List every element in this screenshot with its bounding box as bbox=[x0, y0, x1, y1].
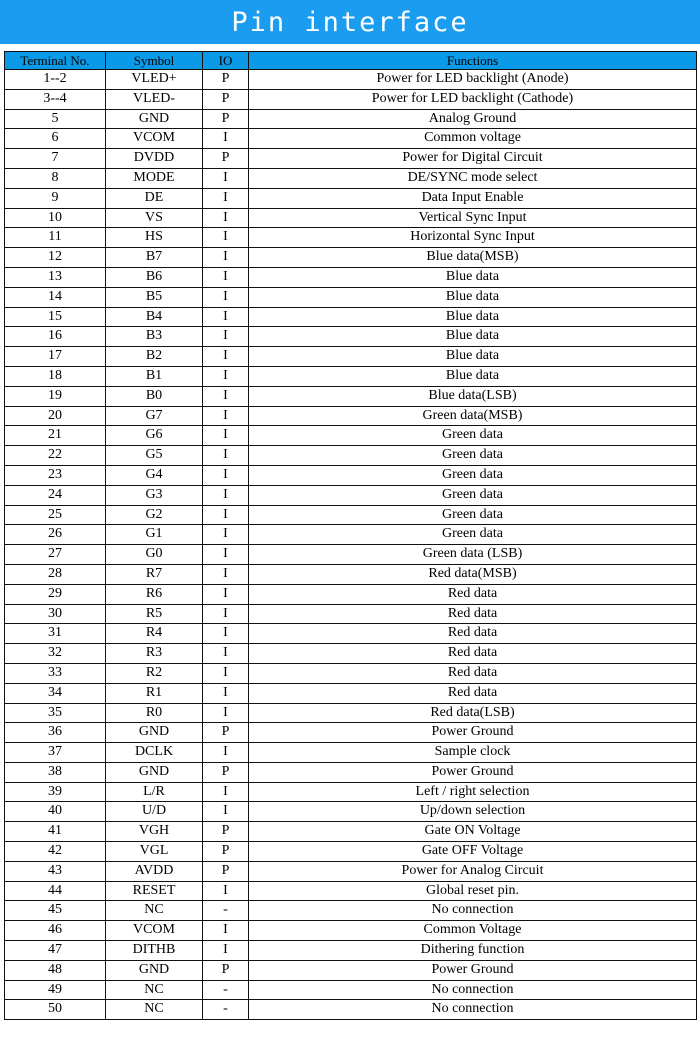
symbol-cell: HS bbox=[106, 228, 203, 248]
table-row bbox=[5, 446, 697, 466]
io-cell: - bbox=[203, 1000, 249, 1020]
io-cell: I bbox=[203, 366, 249, 386]
terminal-no-cell: 47 bbox=[5, 941, 106, 961]
table-row bbox=[5, 545, 697, 565]
symbol-cell: DE bbox=[106, 188, 203, 208]
function-cell: No connection bbox=[249, 1000, 697, 1020]
function-cell: Green data bbox=[249, 446, 697, 466]
function-cell: Blue data bbox=[249, 366, 697, 386]
symbol-cell: VGH bbox=[106, 822, 203, 842]
symbol-cell: B5 bbox=[106, 287, 203, 307]
io-cell: P bbox=[203, 762, 249, 782]
function-cell: Sample clock bbox=[249, 743, 697, 763]
symbol-cell: NC bbox=[106, 901, 203, 921]
function-cell: Blue data bbox=[249, 267, 697, 287]
terminal-no-cell: 42 bbox=[5, 842, 106, 862]
table-row bbox=[5, 366, 697, 386]
symbol-cell: R1 bbox=[106, 683, 203, 703]
function-cell: Red data bbox=[249, 644, 697, 664]
function-cell: Blue data bbox=[249, 327, 697, 347]
symbol-cell: VLED- bbox=[106, 89, 203, 109]
io-cell: I bbox=[203, 129, 249, 149]
terminal-no-cell: 25 bbox=[5, 505, 106, 525]
table-row bbox=[5, 663, 697, 683]
function-cell: Green data bbox=[249, 426, 697, 446]
table-row bbox=[5, 1000, 697, 1020]
io-cell: I bbox=[203, 406, 249, 426]
terminal-no-cell: 37 bbox=[5, 743, 106, 763]
terminal-no-cell: 28 bbox=[5, 564, 106, 584]
table-row bbox=[5, 505, 697, 525]
function-cell: Common Voltage bbox=[249, 921, 697, 941]
symbol-cell: GND bbox=[106, 723, 203, 743]
function-cell: Left / right selection bbox=[249, 782, 697, 802]
function-cell: Blue data bbox=[249, 347, 697, 367]
io-cell: I bbox=[203, 485, 249, 505]
function-cell: Blue data(LSB) bbox=[249, 386, 697, 406]
terminal-no-cell: 10 bbox=[5, 208, 106, 228]
function-cell: Data Input Enable bbox=[249, 188, 697, 208]
table-row bbox=[5, 426, 697, 446]
terminal-no-cell: 5 bbox=[5, 109, 106, 129]
pin-table bbox=[4, 51, 697, 1020]
terminal-no-cell: 40 bbox=[5, 802, 106, 822]
header-terminal-no: Terminal No. bbox=[5, 52, 106, 70]
symbol-cell: VS bbox=[106, 208, 203, 228]
function-cell: Green data bbox=[249, 465, 697, 485]
io-cell: I bbox=[203, 347, 249, 367]
table-row bbox=[5, 307, 697, 327]
io-cell: I bbox=[203, 624, 249, 644]
function-cell: Green data bbox=[249, 505, 697, 525]
terminal-no-cell: 22 bbox=[5, 446, 106, 466]
table-row bbox=[5, 89, 697, 109]
io-cell: - bbox=[203, 980, 249, 1000]
terminal-no-cell: 26 bbox=[5, 525, 106, 545]
function-cell: Power for Digital Circuit bbox=[249, 149, 697, 169]
table-row bbox=[5, 129, 697, 149]
terminal-no-cell: 48 bbox=[5, 960, 106, 980]
symbol-cell: VCOM bbox=[106, 129, 203, 149]
table-row bbox=[5, 960, 697, 980]
io-cell: I bbox=[203, 644, 249, 664]
function-cell: No connection bbox=[249, 980, 697, 1000]
io-cell: I bbox=[203, 248, 249, 268]
table-row bbox=[5, 782, 697, 802]
function-cell: Common voltage bbox=[249, 129, 697, 149]
io-cell: I bbox=[203, 267, 249, 287]
symbol-cell: B7 bbox=[106, 248, 203, 268]
header-io: IO bbox=[203, 52, 249, 70]
terminal-no-cell: 9 bbox=[5, 188, 106, 208]
table-row bbox=[5, 644, 697, 664]
terminal-no-cell: 24 bbox=[5, 485, 106, 505]
symbol-cell: U/D bbox=[106, 802, 203, 822]
table-row bbox=[5, 287, 697, 307]
terminal-no-cell: 8 bbox=[5, 168, 106, 188]
function-cell: Up/down selection bbox=[249, 802, 697, 822]
table-row bbox=[5, 327, 697, 347]
function-cell: Power Ground bbox=[249, 762, 697, 782]
io-cell: P bbox=[203, 842, 249, 862]
symbol-cell: DVDD bbox=[106, 149, 203, 169]
io-cell: - bbox=[203, 901, 249, 921]
io-cell: I bbox=[203, 327, 249, 347]
terminal-no-cell: 21 bbox=[5, 426, 106, 446]
symbol-cell: R3 bbox=[106, 644, 203, 664]
function-cell: Red data bbox=[249, 624, 697, 644]
io-cell: I bbox=[203, 386, 249, 406]
function-cell: DE/SYNC mode select bbox=[249, 168, 697, 188]
io-cell: I bbox=[203, 545, 249, 565]
io-cell: I bbox=[203, 782, 249, 802]
io-cell: I bbox=[203, 446, 249, 466]
terminal-no-cell: 15 bbox=[5, 307, 106, 327]
table-row bbox=[5, 683, 697, 703]
io-cell: P bbox=[203, 861, 249, 881]
table-row bbox=[5, 564, 697, 584]
symbol-cell: AVDD bbox=[106, 861, 203, 881]
table-row bbox=[5, 941, 697, 961]
function-cell: Green data bbox=[249, 525, 697, 545]
symbol-cell: R4 bbox=[106, 624, 203, 644]
io-cell: I bbox=[203, 584, 249, 604]
terminal-no-cell: 17 bbox=[5, 347, 106, 367]
header-functions: Functions bbox=[249, 52, 697, 70]
symbol-cell: GND bbox=[106, 960, 203, 980]
symbol-cell: B0 bbox=[106, 386, 203, 406]
symbol-cell: G1 bbox=[106, 525, 203, 545]
terminal-no-cell: 44 bbox=[5, 881, 106, 901]
io-cell: I bbox=[203, 921, 249, 941]
io-cell: P bbox=[203, 960, 249, 980]
io-cell: I bbox=[203, 188, 249, 208]
terminal-no-cell: 13 bbox=[5, 267, 106, 287]
io-cell: P bbox=[203, 89, 249, 109]
terminal-no-cell: 49 bbox=[5, 980, 106, 1000]
symbol-cell: G2 bbox=[106, 505, 203, 525]
table-row bbox=[5, 228, 697, 248]
symbol-cell: DCLK bbox=[106, 743, 203, 763]
table-row bbox=[5, 762, 697, 782]
terminal-no-cell: 41 bbox=[5, 822, 106, 842]
function-cell: Power Ground bbox=[249, 960, 697, 980]
function-cell: Vertical Sync Input bbox=[249, 208, 697, 228]
function-cell: Gate OFF Voltage bbox=[249, 842, 697, 862]
symbol-cell: G5 bbox=[106, 446, 203, 466]
symbol-cell: B1 bbox=[106, 366, 203, 386]
symbol-cell: B4 bbox=[106, 307, 203, 327]
symbol-cell: DITHB bbox=[106, 941, 203, 961]
function-cell: No connection bbox=[249, 901, 697, 921]
terminal-no-cell: 29 bbox=[5, 584, 106, 604]
symbol-cell: G0 bbox=[106, 545, 203, 565]
function-cell: Green data (LSB) bbox=[249, 545, 697, 565]
io-cell: I bbox=[203, 683, 249, 703]
terminal-no-cell: 1--2 bbox=[5, 70, 106, 90]
io-cell: P bbox=[203, 149, 249, 169]
symbol-cell: G4 bbox=[106, 465, 203, 485]
table-row bbox=[5, 584, 697, 604]
terminal-no-cell: 16 bbox=[5, 327, 106, 347]
function-cell: Analog Ground bbox=[249, 109, 697, 129]
symbol-cell: R0 bbox=[106, 703, 203, 723]
io-cell: I bbox=[203, 228, 249, 248]
terminal-no-cell: 20 bbox=[5, 406, 106, 426]
symbol-cell: VCOM bbox=[106, 921, 203, 941]
io-cell: I bbox=[203, 663, 249, 683]
symbol-cell: RESET bbox=[106, 881, 203, 901]
terminal-no-cell: 38 bbox=[5, 762, 106, 782]
terminal-no-cell: 7 bbox=[5, 149, 106, 169]
table-row bbox=[5, 921, 697, 941]
symbol-cell: B3 bbox=[106, 327, 203, 347]
symbol-cell: R5 bbox=[106, 604, 203, 624]
symbol-cell: VGL bbox=[106, 842, 203, 862]
terminal-no-cell: 32 bbox=[5, 644, 106, 664]
terminal-no-cell: 30 bbox=[5, 604, 106, 624]
table-row bbox=[5, 802, 697, 822]
function-cell: Green data bbox=[249, 485, 697, 505]
table-row bbox=[5, 267, 697, 287]
function-cell: Power for LED backlight (Anode) bbox=[249, 70, 697, 90]
terminal-no-cell: 35 bbox=[5, 703, 106, 723]
function-cell: Dithering function bbox=[249, 941, 697, 961]
io-cell: I bbox=[203, 505, 249, 525]
symbol-cell: MODE bbox=[106, 168, 203, 188]
symbol-cell: G6 bbox=[106, 426, 203, 446]
table-row bbox=[5, 208, 697, 228]
table-row bbox=[5, 248, 697, 268]
io-cell: I bbox=[203, 802, 249, 822]
terminal-no-cell: 45 bbox=[5, 901, 106, 921]
header-symbol: Symbol bbox=[106, 52, 203, 70]
symbol-cell: L/R bbox=[106, 782, 203, 802]
symbol-cell: NC bbox=[106, 1000, 203, 1020]
function-cell: Red data bbox=[249, 663, 697, 683]
terminal-no-cell: 33 bbox=[5, 663, 106, 683]
table-row bbox=[5, 901, 697, 921]
table-row bbox=[5, 743, 697, 763]
table-row bbox=[5, 485, 697, 505]
table-row bbox=[5, 525, 697, 545]
io-cell: I bbox=[203, 465, 249, 485]
terminal-no-cell: 43 bbox=[5, 861, 106, 881]
page-title: Pin interface bbox=[231, 6, 469, 38]
table-row bbox=[5, 703, 697, 723]
symbol-cell: GND bbox=[106, 762, 203, 782]
table-row bbox=[5, 881, 697, 901]
symbol-cell: B6 bbox=[106, 267, 203, 287]
function-cell: Blue data(MSB) bbox=[249, 248, 697, 268]
pin-table-body bbox=[5, 70, 697, 1020]
terminal-no-cell: 19 bbox=[5, 386, 106, 406]
symbol-cell: R7 bbox=[106, 564, 203, 584]
function-cell: Power for LED backlight (Cathode) bbox=[249, 89, 697, 109]
io-cell: I bbox=[203, 168, 249, 188]
function-cell: Red data bbox=[249, 604, 697, 624]
table-row bbox=[5, 980, 697, 1000]
terminal-no-cell: 31 bbox=[5, 624, 106, 644]
terminal-no-cell: 18 bbox=[5, 366, 106, 386]
table-row bbox=[5, 861, 697, 881]
io-cell: I bbox=[203, 307, 249, 327]
io-cell: P bbox=[203, 723, 249, 743]
io-cell: I bbox=[203, 426, 249, 446]
symbol-cell: G3 bbox=[106, 485, 203, 505]
io-cell: P bbox=[203, 70, 249, 90]
symbol-cell: G7 bbox=[106, 406, 203, 426]
terminal-no-cell: 3--4 bbox=[5, 89, 106, 109]
io-cell: P bbox=[203, 109, 249, 129]
terminal-no-cell: 36 bbox=[5, 723, 106, 743]
table-row bbox=[5, 347, 697, 367]
function-cell: Blue data bbox=[249, 287, 697, 307]
function-cell: Blue data bbox=[249, 307, 697, 327]
table-row bbox=[5, 168, 697, 188]
io-cell: I bbox=[203, 525, 249, 545]
table-row bbox=[5, 822, 697, 842]
io-cell: P bbox=[203, 822, 249, 842]
function-cell: Power Ground bbox=[249, 723, 697, 743]
table-row bbox=[5, 624, 697, 644]
io-cell: I bbox=[203, 287, 249, 307]
terminal-no-cell: 50 bbox=[5, 1000, 106, 1020]
page-title-banner bbox=[0, 0, 700, 44]
terminal-no-cell: 11 bbox=[5, 228, 106, 248]
io-cell: I bbox=[203, 703, 249, 723]
symbol-cell: GND bbox=[106, 109, 203, 129]
function-cell: Green data(MSB) bbox=[249, 406, 697, 426]
function-cell: Horizontal Sync Input bbox=[249, 228, 697, 248]
table-header-row bbox=[5, 52, 697, 70]
function-cell: Red data(LSB) bbox=[249, 703, 697, 723]
function-cell: Global reset pin. bbox=[249, 881, 697, 901]
function-cell: Gate ON Voltage bbox=[249, 822, 697, 842]
function-cell: Red data bbox=[249, 584, 697, 604]
terminal-no-cell: 12 bbox=[5, 248, 106, 268]
terminal-no-cell: 14 bbox=[5, 287, 106, 307]
io-cell: I bbox=[203, 881, 249, 901]
symbol-cell: B2 bbox=[106, 347, 203, 367]
io-cell: I bbox=[203, 604, 249, 624]
function-cell: Power for Analog Circuit bbox=[249, 861, 697, 881]
terminal-no-cell: 34 bbox=[5, 683, 106, 703]
function-cell: Red data(MSB) bbox=[249, 564, 697, 584]
terminal-no-cell: 6 bbox=[5, 129, 106, 149]
table-row bbox=[5, 465, 697, 485]
io-cell: I bbox=[203, 564, 249, 584]
terminal-no-cell: 27 bbox=[5, 545, 106, 565]
function-cell: Red data bbox=[249, 683, 697, 703]
table-row bbox=[5, 604, 697, 624]
table-row bbox=[5, 149, 697, 169]
table-row bbox=[5, 842, 697, 862]
io-cell: I bbox=[203, 941, 249, 961]
symbol-cell: NC bbox=[106, 980, 203, 1000]
table-row bbox=[5, 109, 697, 129]
symbol-cell: R2 bbox=[106, 663, 203, 683]
table-row bbox=[5, 188, 697, 208]
terminal-no-cell: 46 bbox=[5, 921, 106, 941]
io-cell: I bbox=[203, 743, 249, 763]
terminal-no-cell: 39 bbox=[5, 782, 106, 802]
table-row bbox=[5, 723, 697, 743]
table-row bbox=[5, 406, 697, 426]
io-cell: I bbox=[203, 208, 249, 228]
symbol-cell: VLED+ bbox=[106, 70, 203, 90]
table-row bbox=[5, 70, 697, 90]
table-row bbox=[5, 386, 697, 406]
symbol-cell: R6 bbox=[106, 584, 203, 604]
terminal-no-cell: 23 bbox=[5, 465, 106, 485]
